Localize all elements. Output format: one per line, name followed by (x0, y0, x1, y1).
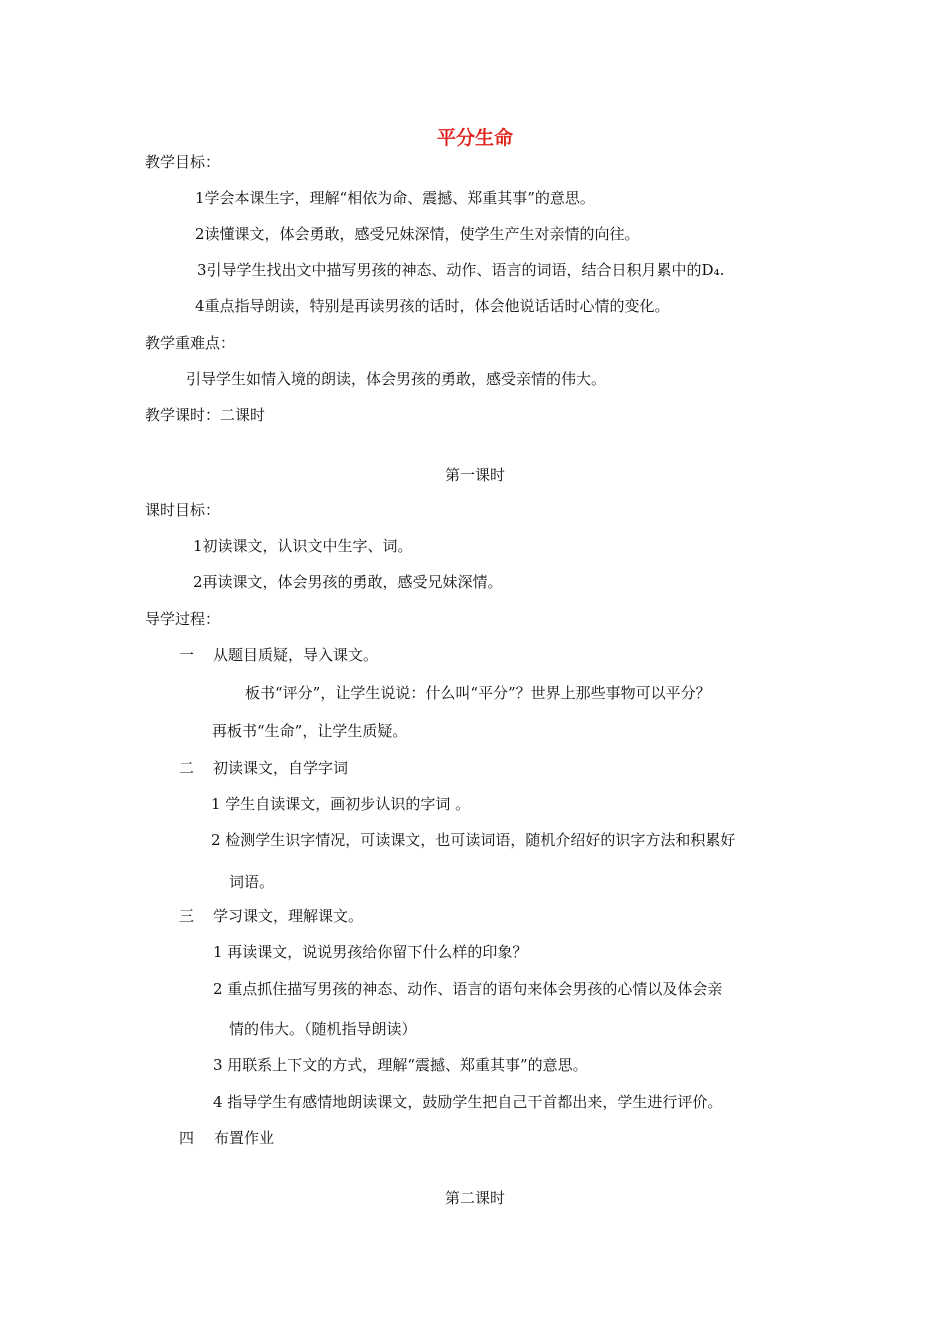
goal-item-3: 3引导学生找出文中描写男孩的神态、动作、语言的词语，结合日积月累中的D₄. (197, 261, 725, 279)
keypoints-heading: 教学重难点： (145, 334, 236, 352)
lesson-goal-item-1: 1初读课文，认识文中生字、词。 (193, 537, 413, 555)
keypoints-text: 引导学生如情入境的朗读，体会男孩的勇敢，感受亲情的伟大。 (186, 370, 607, 388)
goal-item-2: 2读懂课文，体会勇敢，感受兄妹深情，使学生产生对亲情的向往。 (195, 225, 640, 243)
step1-detail-2: 再板书“生命”，让学生质疑。 (212, 722, 408, 740)
step3-item-2: 2 重点抓住描写男孩的神态、动作、语言的语句来体会男孩的心情以及体会亲 (213, 980, 723, 998)
page-title: 平分生命 (436, 127, 513, 149)
lesson-goals-heading: 课时目标： (145, 501, 221, 519)
step2-item-2: 2 检测学生识字情况，可读课文，也可读词语，随机介绍好的识字方法和积累好 (211, 831, 736, 849)
step1-text: 从题目质疑，导入课文。 (213, 646, 379, 664)
step2-item-2-continued: 词语。 (229, 873, 275, 891)
step3-item-4: 4 指导学生有感情地朗读课文，鼓励学生把自己干首都出来，学生进行评价。 (213, 1093, 723, 1111)
goal-item-4: 4重点指导朗读，特别是再读男孩的话时，体会他说话话时心情的变化。 (195, 297, 670, 315)
lesson2-heading: 第二课时 (444, 1189, 505, 1207)
lesson1-heading: 第一课时 (444, 466, 505, 484)
process-heading: 导学过程： (145, 610, 221, 628)
step2-number: 二 (179, 759, 195, 777)
step4-number: 四 (179, 1129, 195, 1147)
step3-number: 三 (179, 907, 195, 925)
step3-text: 学习课文，理解课文。 (213, 907, 364, 925)
goals-heading: 教学目标： (145, 153, 221, 171)
step3-item-2-continued: 情的伟大。（随机指导朗读） (229, 1020, 417, 1038)
step4-text: 布置作业 (214, 1129, 275, 1147)
step1-number: 一 (179, 646, 195, 664)
step3-item-1: 1 再读课文，说说男孩给你留下什么样的印象？ (213, 943, 528, 961)
step2-item-1: 1 学生自读课文，画初步认识的字词 。 (211, 795, 471, 813)
periods-line: 教学课时：二课时 (145, 406, 266, 424)
step1-detail-1: 板书“评分”，让学生说说：什么叫“平分”？世界上那些事物可以平分？ (245, 684, 711, 702)
goal-item-1: 1学会本课生字，理解“相依为命、震撼、郑重其事”的意思。 (195, 189, 595, 207)
lesson-goal-item-2: 2再读课文，体会男孩的勇敢，感受兄妹深情。 (193, 573, 503, 591)
step3-item-3: 3 用联系上下文的方式，理解“震撼、郑重其事”的意思。 (213, 1056, 588, 1074)
step2-text: 初读课文，自学字词 (213, 759, 349, 777)
